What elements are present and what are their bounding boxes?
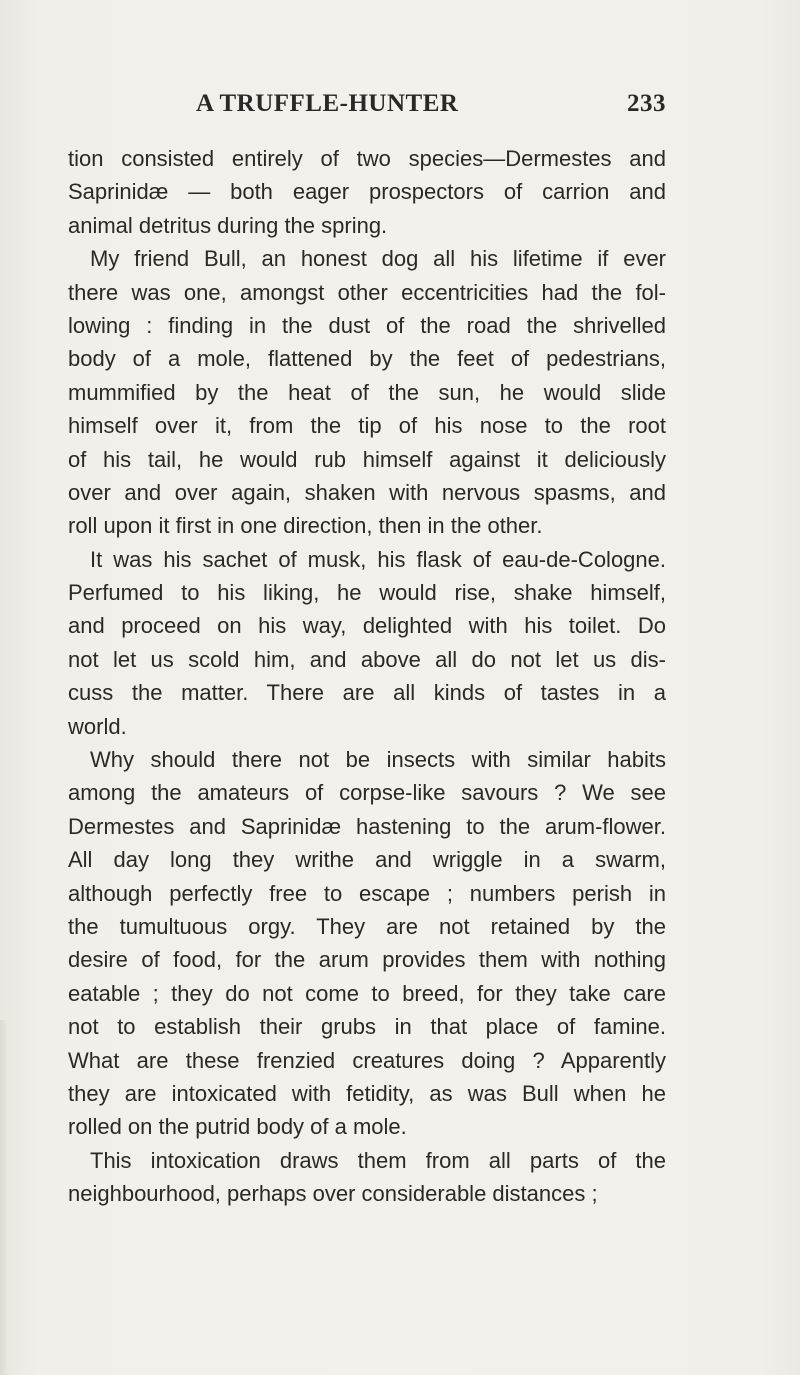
text-line: of his tail, he would rub himself against it deliciously (68, 446, 666, 472)
text-line: over and over again, shaken with nervous spasms, and (68, 479, 666, 505)
text-line: mummified by the heat of the sun, he would slide (68, 379, 666, 405)
text-line: tion consisted entirely of two species—Dermestes and (68, 146, 666, 171)
text-line: All day long they writhe and wriggle in a swarm, (68, 847, 666, 873)
spine-shadow (0, 1020, 8, 1375)
text-line: not to establish their grubs in that place of famine. (68, 1014, 666, 1040)
text-line: What are these frenzied creatures doing ? Apparently (68, 1047, 666, 1073)
text-line: although perfectly free to escape ; numbers perish in (68, 880, 666, 906)
text-line: not let us scold him, and above all do not let us dis- (68, 646, 666, 672)
text-line: Perfumed to his liking, he would rise, shake himself, (68, 580, 666, 606)
text-line: body of a mole, flattened by the feet of pedestrians, (68, 346, 666, 372)
text-line: This intoxication draws them from all parts of the (90, 1147, 666, 1173)
text-line: Dermestes and Saprinidæ hastening to the arum-flower. (68, 813, 666, 839)
text-line: animal detritus during the spring. (68, 212, 388, 238)
text-line: there was one, amongst other eccentricities had the fol- (68, 279, 666, 305)
text-line: Saprinidæ — both eager prospectors of carrion and (68, 179, 666, 205)
text-line: roll upon it first in one direction, then in the other. (68, 513, 543, 539)
text-line: the tumultuous orgy. They are not retained by the (68, 913, 666, 939)
running-head-title: A TRUFFLE-HUNTER (196, 90, 459, 117)
text-line: among the amateurs of corpse-like savours ? We see (68, 780, 666, 806)
text-line: they are intoxicated with fetidity, as was Bull when he (68, 1080, 666, 1106)
text-line: eatable ; they do not come to breed, for they take care (68, 980, 666, 1006)
text-line: desire of food, for the arum provides them with nothing (68, 947, 666, 973)
body-text (68, 142, 666, 1211)
text-line: Why should there not be insects with similar habits (90, 747, 666, 773)
running-head (68, 90, 666, 130)
page-number: 233 (627, 90, 666, 117)
text-line: himself over it, from the tip of his nose to the root (68, 413, 666, 439)
text-line: lowing : finding in the dust of the road the shrivelled (68, 312, 666, 338)
text-line: cuss the matter. There are all kinds of tastes in a (68, 680, 666, 706)
text-line: My friend Bull, an honest dog all his lifetime if ever (90, 246, 666, 272)
text-line: neighbourhood, perhaps over considerable distances ; (68, 1181, 598, 1207)
text-line: and proceed on his way, delighted with his toilet. Do (68, 613, 666, 639)
text-line: It was his sachet of musk, his flask of eau-de-Cologne. (90, 546, 666, 572)
text-line: world. (68, 713, 127, 739)
text-line: rolled on the putrid body of a mole. (68, 1114, 407, 1140)
